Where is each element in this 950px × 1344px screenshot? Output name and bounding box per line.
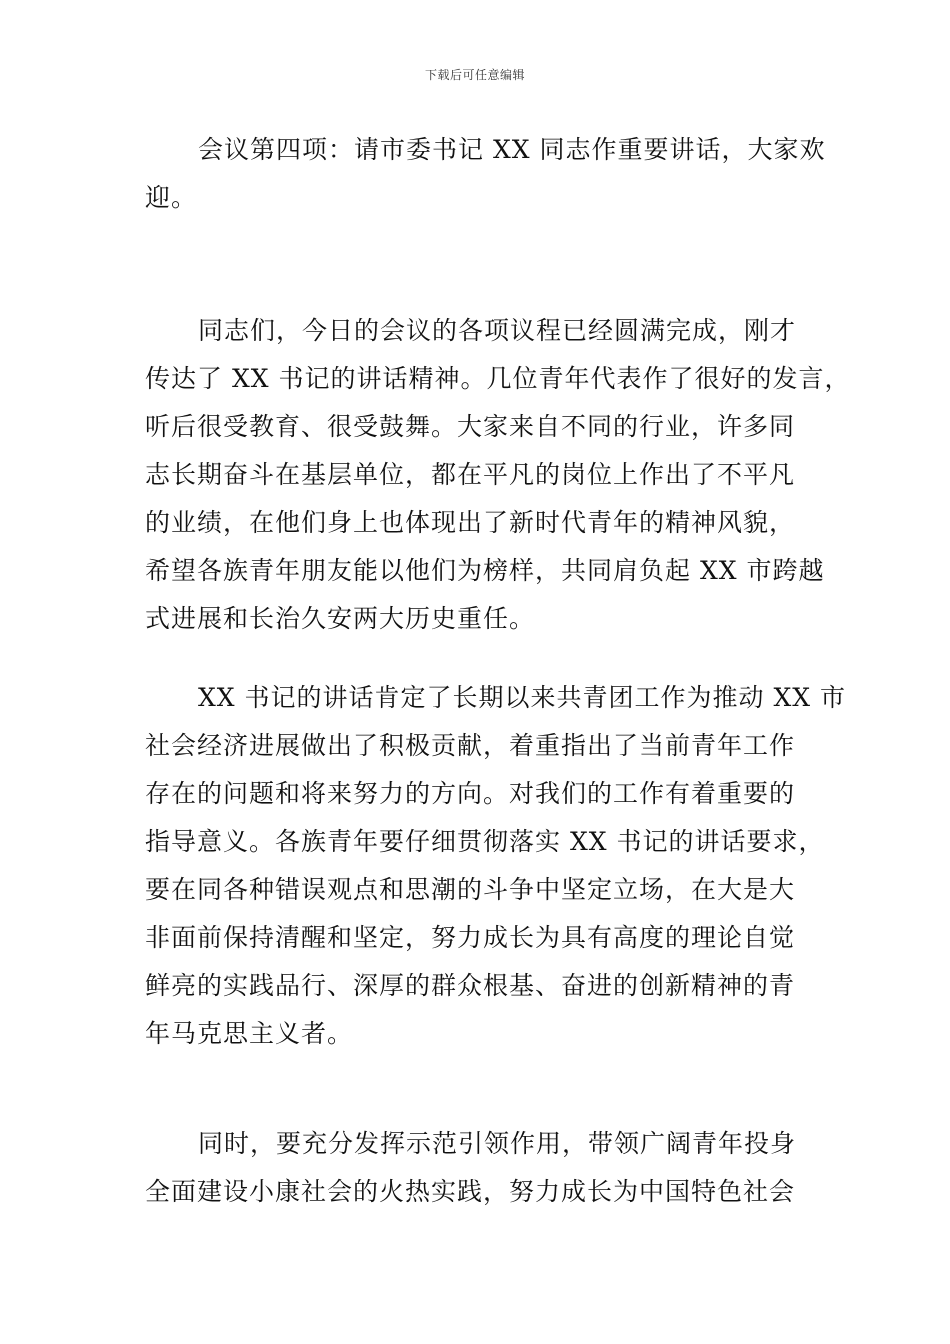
- paragraph-line: 鲜亮的实践品行、深厚的群众根基、奋进的创新精神的青: [145, 971, 796, 1000]
- paragraph-line: 式进展和长治久安两大历史重任。: [145, 604, 536, 633]
- paragraph-line: 传达了 XX 书记的讲话精神。几位青年代表作了很好的发言，: [145, 364, 851, 393]
- paragraph-line: 社会经济进展做出了积极贡献，着重指出了当前青年工作: [145, 731, 796, 760]
- paragraph-2: [145, 307, 851, 643]
- paragraph-line: 听后很受教育、很受鼓舞。大家来自不同的行业，许多同: [145, 412, 796, 441]
- paragraph-line: 非面前保持清醒和坚定，努力成长为具有高度的理论自觉: [145, 923, 796, 952]
- paragraph-line: 全面建设小康社会的火热实践，努力成长为中国特色社会: [145, 1177, 796, 1206]
- paragraph-line: 迎。: [145, 183, 198, 212]
- paragraph-line: 同志们，今日的会议的各项议程已经圆满完成，刚才: [198, 316, 797, 345]
- paragraph-line: 的业绩，在他们身上也体现出了新时代青年的精神风貌，: [145, 508, 796, 537]
- paragraph-1: [145, 126, 825, 222]
- paragraph-line: XX 书记的讲话肯定了长期以来共青团工作为推动 XX 市: [198, 683, 847, 712]
- paragraph-4: [145, 1120, 825, 1216]
- page-header: 下载后可任意编辑: [424, 68, 525, 82]
- paragraph-3: [145, 674, 847, 1058]
- paragraph-line: 希望各族青年朋友能以他们为榜样，共同肩负起 XX 市跨越: [145, 556, 825, 585]
- paragraph-line: 存在的问题和将来努力的方向。对我们的工作有着重要的: [145, 779, 796, 808]
- paragraph-line: 指导意义。各族青年要仔细贯彻落实 XX 书记的讲话要求，: [145, 827, 825, 856]
- paragraph-line: 要在同各种错误观点和思潮的斗争中坚定立场，在大是大: [145, 875, 796, 904]
- paragraph-line: 年马克思主义者。: [145, 1019, 354, 1048]
- paragraph-line: 同时，要充分发挥示范引领作用，带领广阔青年投身: [198, 1129, 797, 1158]
- paragraph-line: 志长期奋斗在基层单位，都在平凡的岗位上作出了不平凡: [145, 460, 796, 489]
- paragraph-line: 会议第四项：请市委书记 XX 同志作重要讲话，大家欢: [198, 135, 826, 164]
